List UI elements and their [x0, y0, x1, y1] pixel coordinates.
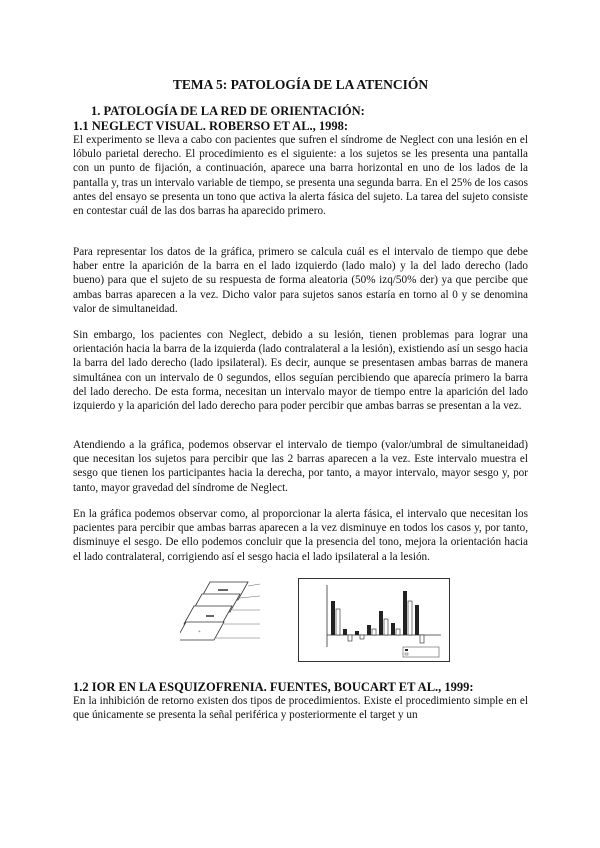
- results-chart: [298, 578, 450, 662]
- page-title: TEMA 5: PATOLOGÍA DE LA ATENCIÓN: [172, 77, 429, 92]
- subsection-heading-1-1: 1.1 NEGLECT VISUAL. ROBERSO ET AL., 1998:: [73, 119, 349, 133]
- paragraph-2: Para representar los datos de la gráfica, primero se calcula cuál es el intervalo de tiempo que debe haber entre la aparición de la barra en el lado izquierdo (lado malo) y la del lado derecho (lado bueno) para que el sujeto de su respuesta de forma aleatoria (50% izq/50% der) ya que percibe que ambas barras aparecen a la vez. Dicho valor para sujetos sanos estaría en torno al 0 y se denomina valor de simultaneidad.: [73, 246, 528, 315]
- paragraph-4: Atendiendo a la gráfica, podemos observar el intervalo de tiempo (valor/umbral de simultaneidad) que necesitan los sujetos para percibir que las 2 barras aparecen a la vez. Este intervalo muestra el sesgo que tienen los participantes hacia la derecha, por tanto, a mayor intervalo, mayor sesgo y, por tanto, mayor gravedad del síndrome de Neglect.: [73, 439, 528, 494]
- subsection-heading-1-2: 1.2 IOR EN LA ESQUIZOFRENIA. FUENTES, BOUCART ET AL., 1999:: [73, 680, 474, 694]
- paragraph-6: En la inhibición de retorno existen dos tipos de procedimientos. Existe el procedimiento simple en el que únicamente se presenta la señal periférica y posteriormente el target y un: [73, 695, 528, 722]
- paragraph-5: En la gráfica podemos observar como, al proporcionar la alerta fásica, el intervalo que necesitan los pacientes para percibir que ambas barras aparecen a la vez disminuye en todos los casos y, por tanto, disminuye el sesgo. De ello podemos concluir que la presencia del tono, mejora la orientación hacia el lado contralateral, corrigiendo así el sesgo hacia el lado ipsilateral a la lesión.: [73, 508, 528, 563]
- paragraph-3: Sin embargo, los pacientes con Neglect, debido a su lesión, tienen problemas para lograr una orientación hacia la barra de la izquierda (lado contralateral a la lesión), existiendo así un sesgo hacia la barra del lado derecho (lado ipsilateral). Es decir, aunque se presentasen ambas barras de manera simultánea con un intervalo de 0 segundos, ellos seguían percibiendo que aparecía primero la barra del lado derecho. De esta forma, necesitan un intervalo mayor de tiempo entre la aparición del lado izquierdo y la aparición del lado derecho para poder percibir que ambas barras se presentan a la vez.: [73, 329, 528, 413]
- svg-text:+: +: [198, 630, 201, 635]
- procedure-diagram: [180, 578, 290, 658]
- figure-neglect: [180, 578, 500, 660]
- paragraph-1: El experimento se lleva a cabo con pacientes que sufren el síndrome de Neglect con una lesión en el lóbulo parietal derecho. El procedimiento es el siguiente: a los sujetos se les presenta una pantalla con un punto de fijación, a continuación, aparece una barra horizontal en uno de los lados de la pantalla y, tras un intervalo variable de tiempo, se presenta una segunda barra. En el 25% de los casos antes del ensayo se presenta un tono que activa la alerta fásica del sujeto. La tarea del sujeto consiste en contestar cuál de las dos barras ha aparecido primero.: [73, 134, 529, 218]
- section-heading-1: 1. PATOLOGÍA DE LA RED DE ORIENTACIÓN:: [91, 104, 365, 118]
